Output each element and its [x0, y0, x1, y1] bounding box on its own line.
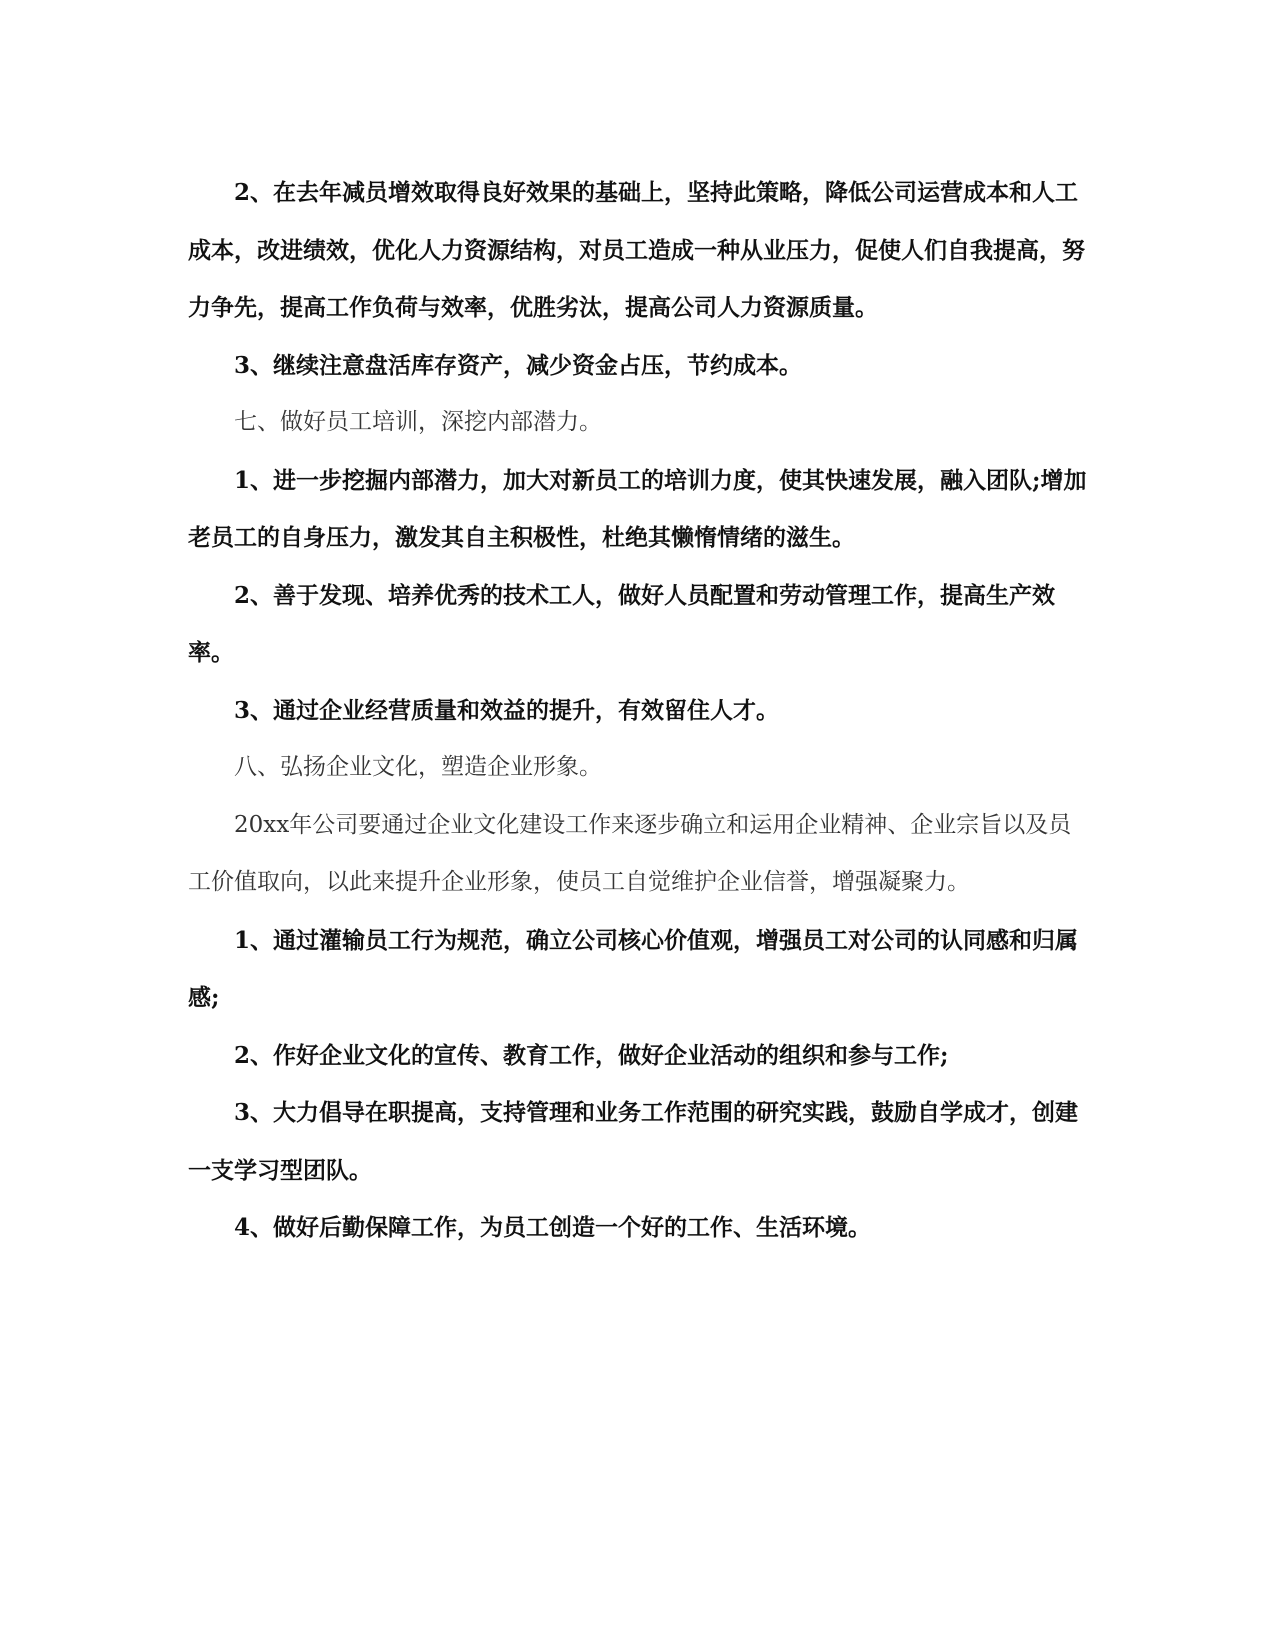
paragraph-culture-intro: 20xx年公司要通过企业文化建设工作来逐步确立和运用企业精神、企业宗旨以及员工价值取向，以此来提升企业形象，使员工自觉维护企业信誉，增强凝聚力。 — [188, 811, 1072, 895]
paragraph-new-staff-training: 1、进一步挖掘内部潜力，加大对新员工的培训力度，使其快速发展，融入团队;增加老员工的自身压力，激发其自主积极性，杜绝其懒惰情绪的滋生。 — [188, 466, 1087, 551]
paragraph-inventory-assets: 3、继续注意盘活库存资产，减少资金占压，节约成本。 — [234, 351, 803, 379]
paragraph-retain-talent: 3、通过企业经营质量和效益的提升，有效留住人才。 — [234, 696, 780, 724]
section-heading-training: 七、做好员工培训，深挖内部潜力。 — [234, 409, 602, 435]
paragraph-culture-promotion: 2、作好企业文化的宣传、教育工作，做好企业活动的组织和参与工作; — [234, 1041, 949, 1069]
document-body — [188, 164, 1088, 1257]
paragraph-core-values: 1、通过灌输员工行为规范，确立公司核心价值观，增强员工对公司的认同感和归属感; — [188, 926, 1079, 1011]
section-heading-culture: 八、弘扬企业文化，塑造企业形象。 — [234, 754, 602, 780]
paragraph-cost-reduction: 2、在去年减员增效取得良好效果的基础上，坚持此策略，降低公司运营成本和人工成本，改进绩效，优化人力资源结构，对员工造成一种从业压力，促使人们自我提高，努力争先，提高工作负荷与效率，优胜劣汰，提高公司人力资源质量。 — [188, 179, 1085, 321]
paragraph-skilled-workers: 2、善于发现、培养优秀的技术工人，做好人员配置和劳动管理工作，提高生产效率。 — [188, 581, 1056, 666]
paragraph-logistics: 4、做好后勤保障工作，为员工创造一个好的工作、生活环境。 — [234, 1214, 872, 1241]
paragraph-learning-team: 3、大力倡导在职提高，支持管理和业务工作范围的研究实践，鼓励自学成才，创建一支学习型团队。 — [188, 1099, 1079, 1184]
